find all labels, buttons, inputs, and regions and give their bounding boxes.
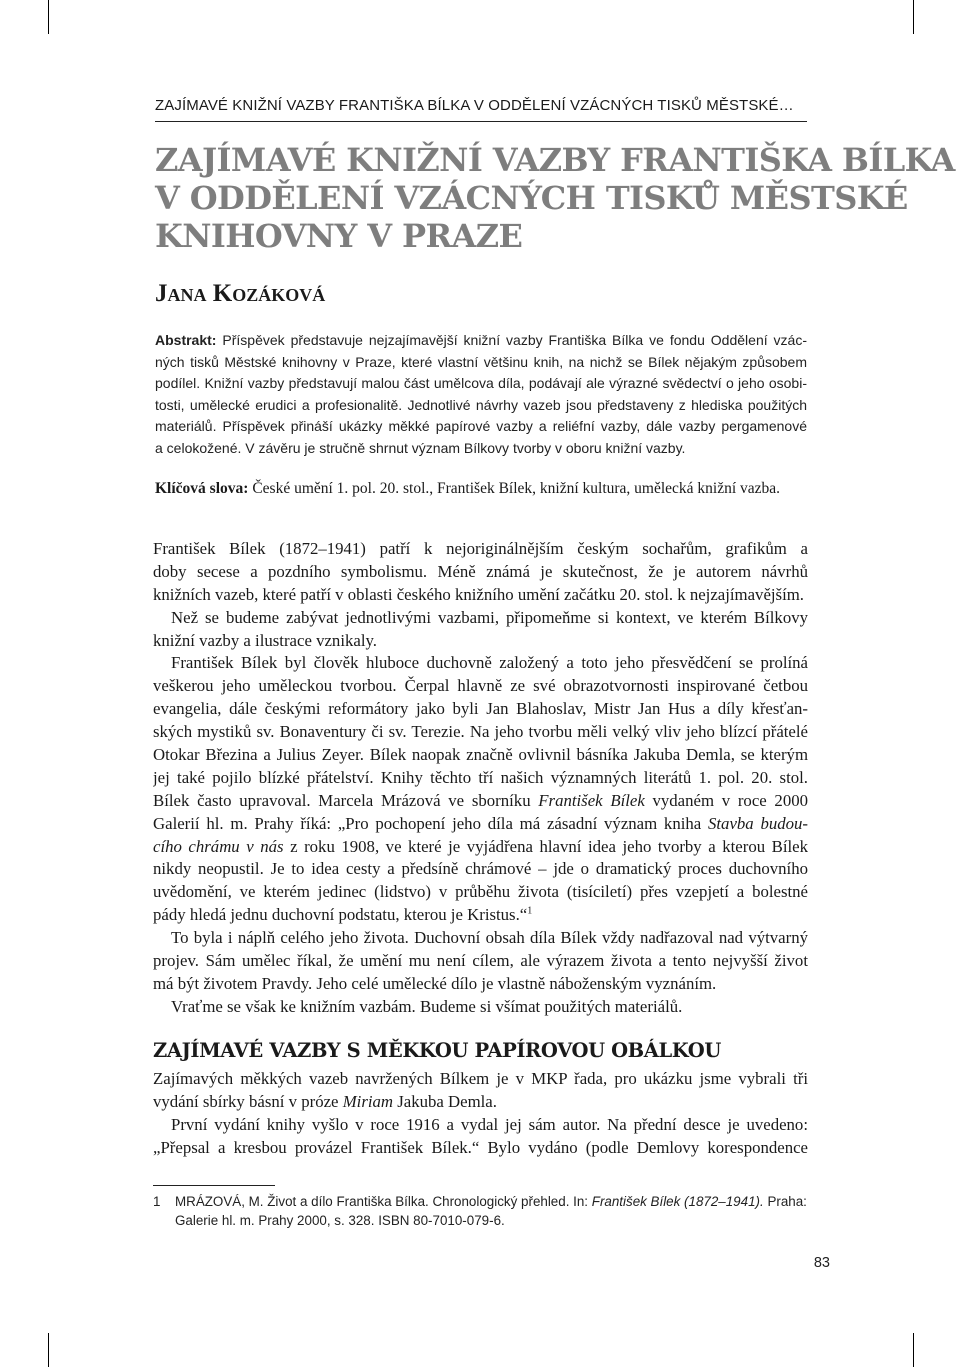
footnote-number: 1 — [153, 1194, 161, 1209]
footnote-line — [175, 1193, 808, 1212]
body-text-run: z roku 1908, ve které je vyjádřena hlavní idea jeho tvorby a kterou Bílek — [283, 836, 808, 856]
body-text-run: vydaném v roce 2000 — [644, 790, 808, 810]
footnote-line: Galerie hl. m. Prahy 2000, s. 328. ISBN 80-7010-079-6. — [175, 1212, 505, 1228]
body-line — [153, 790, 808, 813]
body-line: František Bílek (1872–1941) patří k nejoriginálnějším českým sochařům, grafikům a — [153, 539, 808, 558]
body-line: „Přepsal a kresbou provázel František Bílek.“ Bylo vydáno (podle Demlovy korespondence — [153, 1137, 808, 1157]
body-line: To byla i náplň celého jeho života. Duchovní obsah díla Bílek vždy nadřazoval nad výtvarný — [171, 928, 808, 948]
keywords — [155, 480, 845, 498]
body-text-run: Jakuba Demla. — [393, 1091, 497, 1111]
body-line: ských mystiků sv. Bonaventury či sv. Terezie. Na jeho tvorbu měli velký vliv jeho blízcí přátelé — [153, 722, 808, 742]
body-line: knižní vazby a ilustrace vznikaly. — [153, 630, 377, 650]
body-line: má být životem Pravdy. Jeho celé umělecké dílo je vlastně náboženským vyznáním. — [153, 973, 717, 993]
body-line: knižních vazeb, které patří v oblasti českého knižního umění začátku 20. stol. k nejzajímavějším. — [153, 584, 805, 604]
author-name: Jana Kozáková — [155, 280, 326, 307]
header-rule — [155, 121, 807, 122]
footnote-body — [175, 1193, 808, 1230]
page-number: 83 — [813, 1255, 830, 1271]
book-title: Stavba budou- — [708, 813, 808, 833]
body-text-run: Bílek často upravoval. Marcela Mrázová ve sborníku — [153, 790, 539, 810]
book-title: Miriam — [342, 1091, 394, 1111]
crop-mark-bottom-left — [48, 1333, 49, 1367]
body-text-run: Galerií hl. m. Prahy říká: „Pro pochopení jeho díla má zásadní význam kniha — [153, 813, 708, 833]
body-line: František Bílek byl člověk hluboce duchovně založený a toto jeho přesvědčení se prolíná — [171, 653, 808, 673]
body-line: nikdy neopustil. Je to idea cesty a předsíně chrámové – jde o dramatický proces duchovního — [153, 859, 808, 879]
abstract-line: materiálů. Příspěvek přináší ukázky měkké papírové vazby a reliéfní vazby, dále vazby pergamenové — [155, 418, 807, 435]
title-line: ZAJÍMAVÉ KNIŽNÍ VAZBY FRANTIŠKA BÍLKA — [155, 141, 955, 179]
keywords-label: Klíčová slova: — [155, 480, 249, 497]
running-header: ZAJÍMAVÉ KNIŽNÍ VAZBY FRANTIŠKA BÍLKA V ODDĚLENÍ VZÁCNÝCH TISKŮ MĚSTSKÉ… — [155, 97, 794, 114]
crop-mark-top-left — [48, 0, 49, 34]
body-line — [153, 813, 808, 836]
book-title: František Bílek — [538, 790, 645, 810]
body-line: Než se budeme zabývat jednotlivými vazbami, připomeňme si kontext, ve kterém Bílkovy — [171, 607, 808, 627]
abstract-line: ných tisků Městské knihovny v Praze, které vlastní většinu knih, na nichž se Bílek nějakým způsobem — [155, 353, 807, 370]
footnote-text-run: Praha: — [763, 1194, 807, 1209]
abstract-line — [155, 330, 807, 352]
abstract-text: Příspěvek představuje nejzajímavější knižní vazby Františka Bílka ve fondu Oddělení vzác- — [216, 332, 807, 348]
abstract-line: podílel. Knižní vazby představují malou část umělcova díla, podávají ale výrazné svědectví o jeho osobi- — [155, 375, 807, 392]
body-line — [153, 1091, 808, 1114]
abstract-line: tosti, umělecké erudici a profesionalitě. Jednotlivé návrhy vazeb jsou představeny z hlediska použitých — [155, 396, 807, 413]
body-line: doby secese a pozdního symbolismu. Méně známá je skutečnost, že je autorem návrhů — [153, 561, 808, 581]
section-heading: ZAJÍMAVÉ VAZBY S MĚKKOU PAPÍROVOU OBÁLKOU — [153, 1039, 721, 1062]
body-line: veškerou jeho uměleckou tvorbou. Čerpal hlavně ze své obrazotvornosti inspirované četbou — [153, 676, 808, 696]
book-title: cího chrámu v nás — [153, 836, 284, 856]
body-line: První vydání knihy vyšlo v roce 1916 a vydal jej sám autor. Na přední desce je uvedeno: — [171, 1114, 808, 1134]
body-text-run: vydání sbírky básní v próze — [153, 1091, 343, 1111]
body-line: jej také pojilo blízké přátelství. Knihy těchto tří našich významných literátů 1. pol. 20. stol. — [153, 767, 808, 787]
footnote-book-title: František Bílek (1872–1941). — [591, 1194, 764, 1209]
title-line: KNIHOVNY V PRAZE — [155, 217, 523, 255]
crop-mark-top-right — [913, 0, 914, 34]
body-line: uvědomění, ve kterém jedinec (lidstvo) v průběhu života (tisíciletí) přes vzepjetí a bolestné — [153, 882, 808, 902]
title-line: V ODDĚLENÍ VZÁCNÝCH TISKŮ MĚSTSKÉ — [155, 179, 908, 217]
section-body — [153, 1068, 808, 1160]
body-line: Vraťme se však ke knižním vazbám. Budeme si všímat použitých materiálů. — [171, 996, 683, 1016]
body-line — [153, 904, 808, 927]
article-title — [155, 141, 955, 255]
abstract — [155, 330, 807, 460]
abstract-line: a celokožené. V závěru je stručně shrnut význam Bílkovy tvorby v oboru knižní vazby. — [155, 439, 686, 456]
footnote-text-run: MRÁZOVÁ, M. Život a dílo Františka Bílka. Chronologický přehled. In: — [175, 1194, 592, 1209]
abstract-label: Abstrakt: — [155, 332, 217, 348]
body-line: projev. Sám umělec říkal, že umění mu není cílem, ale výrazem života a tento nejvyšší život — [153, 951, 808, 971]
crop-mark-bottom-right — [913, 1333, 914, 1367]
body-line: Otokar Březina a Julius Zeyer. Bílek naopak značně ovlivnil básníka Jakuba Demla, se kterým — [153, 745, 808, 765]
keywords-text: České umění 1. pol. 20. stol., František Bílek, knižní kultura, umělecká knižní vazba. — [248, 480, 781, 497]
body-line: evangelia, dále českými reformátory jako byli Jan Blahoslav, Mistr Jan Hus a díly křesťan- — [153, 699, 808, 719]
body-text — [153, 538, 808, 1019]
body-line: Zajímavých měkkých vazeb navržených Bílkem je v MKP řada, pro ukázku jsme vybrali tři — [153, 1069, 808, 1088]
footnote-rule — [153, 1185, 275, 1186]
body-text-run: pády hledá jednu duchovní podstatu, kterou je Kristus.“ — [153, 905, 528, 925]
footnote-reference[interactable]: 1 — [527, 905, 533, 917]
body-line — [153, 836, 808, 859]
